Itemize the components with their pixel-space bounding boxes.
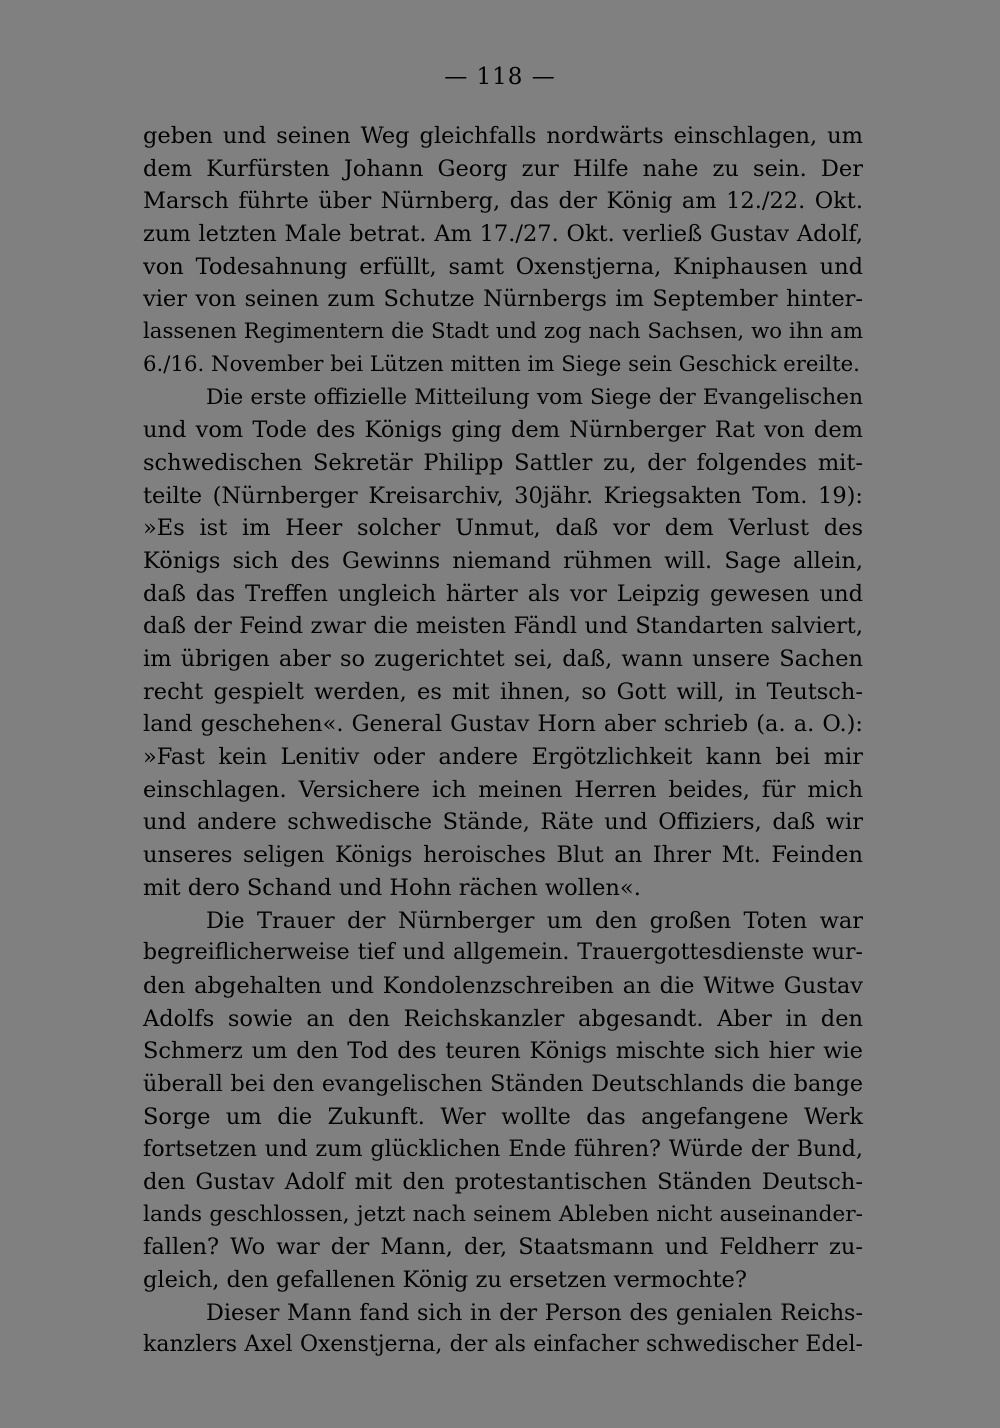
text-line: fortsetzen und zum glücklichen Ende führen? Würde der Bund, — [143, 1136, 863, 1163]
text-line: und andere schwedische Stände, Räte und Offiziers, daß wir — [143, 809, 863, 836]
text-line: daß der Feind zwar die meisten Fändl und Standarten salviert, — [143, 613, 863, 640]
text-line: Königs sich des Gewinns niemand rühmen will. Sage allein, — [143, 547, 863, 574]
text-line: den abgehalten und Kondolenzschreiben an die Witwe Gustav — [143, 972, 863, 999]
text-line: »Es ist im Heer solcher Unmut, daß vor dem Verlust des — [143, 515, 863, 542]
text-line: teilte (Nürnberger Kreisarchiv, 30jähr. Kriegsakten Tom. 19): — [143, 482, 863, 509]
text-line: »Fast kein Lenitiv oder andere Ergötzlichkeit kann bei mir — [143, 744, 863, 771]
text-line: recht gespielt werden, es mit ihnen, so Gott will, in Teutsch- — [143, 678, 863, 705]
text-line: daß das Treffen ungleich härter als vor Leipzig gewesen und — [143, 580, 863, 607]
text-line: vier von seinen zum Schutze Nürnbergs im September hinter- — [143, 286, 863, 313]
text-line: schwedischen Sekretär Philipp Sattler zu, der folgendes mit- — [143, 449, 863, 476]
text-line: unseres seligen Königs heroisches Blut an Ihrer Mt. Feinden — [143, 842, 863, 869]
text-line: kanzlers Axel Oxenstjerna, der als einfacher schwedischer Edel- — [143, 1332, 863, 1358]
text-line: Schmerz um den Tod des teuren Königs mischte sich hier wie — [143, 1038, 863, 1065]
text-line: dem Kurfürsten Johann Georg zur Hilfe nahe zu sein. Der — [143, 155, 863, 182]
text-line: lands geschlossen, jetzt nach seinem Ableben nicht auseinander- — [143, 1201, 863, 1227]
text-line: einschlagen. Versichere ich meinen Herren beides, für mich — [143, 776, 863, 803]
page-number: — 118 — — [444, 64, 556, 90]
body-text — [143, 120, 863, 1362]
text-line: gleich, den gefallenen König zu ersetzen vermochte? — [143, 1267, 747, 1294]
text-line: mit dero Schand und Hohn rächen wollen«. — [143, 874, 641, 901]
text-line: lassenen Regimentern die Stadt und zog nach Sachsen, wo ihn am — [143, 319, 863, 345]
text-line: Adolfs sowie an den Reichskanzler abgesandt. Aber in den — [143, 1005, 863, 1032]
text-line: den Gustav Adolf mit den protestantischen Ständen Deutsch- — [143, 1169, 863, 1195]
text-line: Die Trauer der Nürnberger um den großen Toten war — [206, 907, 863, 934]
text-line: geben und seinen Weg gleichfalls nordwärts einschlagen, um — [143, 123, 863, 149]
text-line: Marsch führte über Nürnberg, das der König am 12./22. Okt. — [143, 188, 863, 215]
text-line: und vom Tode des Königs ging dem Nürnberger Rat von dem — [143, 417, 863, 444]
text-line: von Todesahnung erfüllt, samt Oxenstjerna, Kniphausen und — [143, 253, 863, 280]
text-line: zum letzten Male betrat. Am 17./27. Okt. verließ Gustav Adolf, — [143, 221, 863, 248]
text-line: Die erste offizielle Mitteilung vom Siege der Evangelischen — [206, 384, 863, 410]
text-line: land geschehen«. General Gustav Horn aber schrieb (a. a. O.): — [143, 711, 863, 738]
text-line: fallen? Wo war der Mann, der, Staatsmann und Feldherr zu- — [143, 1234, 863, 1261]
text-line: 6./16. November bei Lützen mitten im Siege sein Geschick ereilte. — [143, 351, 860, 377]
text-line: Dieser Mann fand sich in der Person des genialen Reichs- — [206, 1299, 863, 1326]
text-line: im übrigen aber so zugerichtet sei, daß, wann unsere Sachen — [143, 646, 863, 672]
text-line: Sorge um die Zukunft. Wer wollte das angefangene Werk — [143, 1103, 863, 1130]
text-line: überall bei den evangelischen Ständen Deutschlands die bange — [143, 1070, 863, 1097]
text-line: begreiflicherweise tief und allgemein. Trauergottesdienste wur- — [143, 940, 863, 966]
